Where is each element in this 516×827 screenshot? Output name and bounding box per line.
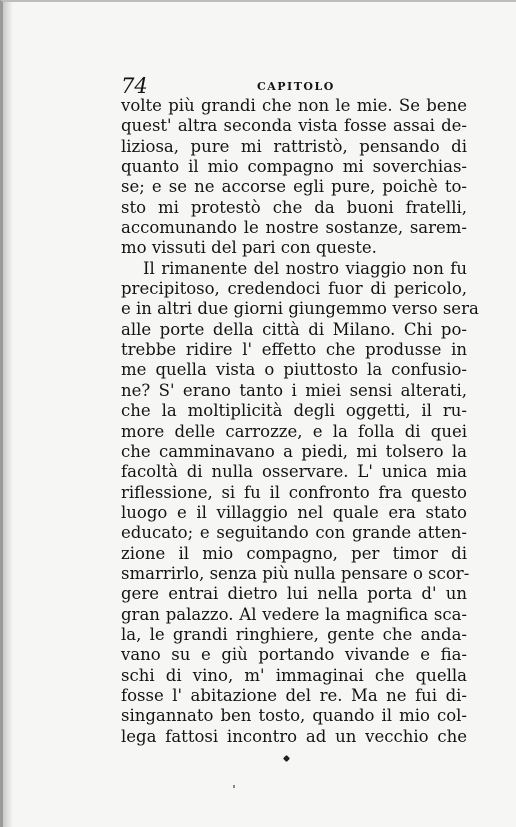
text-line: quanto il mio compagno mi soverchias- — [121, 157, 467, 177]
chapter-heading: CAPITOLO — [257, 80, 335, 93]
text-line: volte più grandi che non le mie. Se bene — [121, 96, 467, 115]
text-line: lega fattosi incontro ad un vecchio che — [121, 726, 467, 746]
text-line: che camminavano a piedi, mi tolsero la — [121, 441, 467, 461]
text-line: luogo e il villaggio nel quale era stato — [121, 502, 467, 522]
text-line: Il rimanente del nostro viaggio non fu — [143, 258, 467, 278]
paper-speck — [233, 785, 235, 788]
text-line: mo vissuti del pari con queste. — [121, 238, 377, 258]
text-line: se; e se ne accorse egli pure, poichè to- — [121, 177, 467, 197]
text-line: liziosa, pure mi rattristò, pensando di — [121, 136, 467, 156]
text-line: facoltà di nulla osservare. L' unica mia — [121, 462, 467, 482]
text-line: me quella vista o piuttosto la confusio- — [121, 360, 467, 380]
text-line: accomunando le nostre sostanze, sarem- — [121, 218, 467, 238]
text-line: ne? S' erano tanto i miei sensi alterati, — [121, 380, 467, 400]
text-line: riflessione, si fu il confronto fra questo — [121, 482, 467, 502]
text-line: che la moltiplicità degli oggetti, il ru- — [121, 401, 467, 421]
page-header — [121, 74, 461, 98]
text-line: vano su e giù portando vivande e fia- — [121, 645, 467, 665]
text-line: smarrirlo, senza più nulla pensare o scor- — [121, 563, 470, 583]
text-line: e in altri due giorni giungemmo verso sera — [121, 299, 479, 319]
text-line: zione il mio compagno, per timor di — [121, 543, 467, 563]
text-line: la, le grandi ringhiere, gente che anda- — [121, 624, 467, 644]
text-line: gran palazzo. Al vedere la magnifica sca- — [121, 604, 467, 624]
text-line: fosse l' abitazione del re. Ma ne fui di- — [121, 685, 467, 705]
text-line: educato; e seguitando con grande atten- — [121, 523, 467, 543]
text-line: precipitoso, credendoci fuor di pericolo, — [121, 279, 467, 299]
body-text — [121, 96, 479, 747]
text-line: alle porte della città di Milano. Chi po- — [121, 319, 467, 339]
text-line: schi di vino, m' immaginai che quella — [121, 665, 467, 685]
text-line: singannato ben tosto, quando il mio col- — [121, 706, 467, 726]
text-line: more delle carrozze, e la folla di quei — [121, 421, 467, 441]
page-number: 74 — [121, 74, 148, 98]
text-line: gere entrai dietro lui nella porta d' un — [121, 584, 467, 604]
text-line: trebbe ridire l' effetto che produsse in — [121, 340, 467, 360]
printer-mark — [283, 755, 290, 762]
text-line: quest' altra seconda vista fosse assai de- — [121, 116, 467, 136]
text-line: sto mi protestò che da buoni fratelli, — [121, 197, 467, 217]
